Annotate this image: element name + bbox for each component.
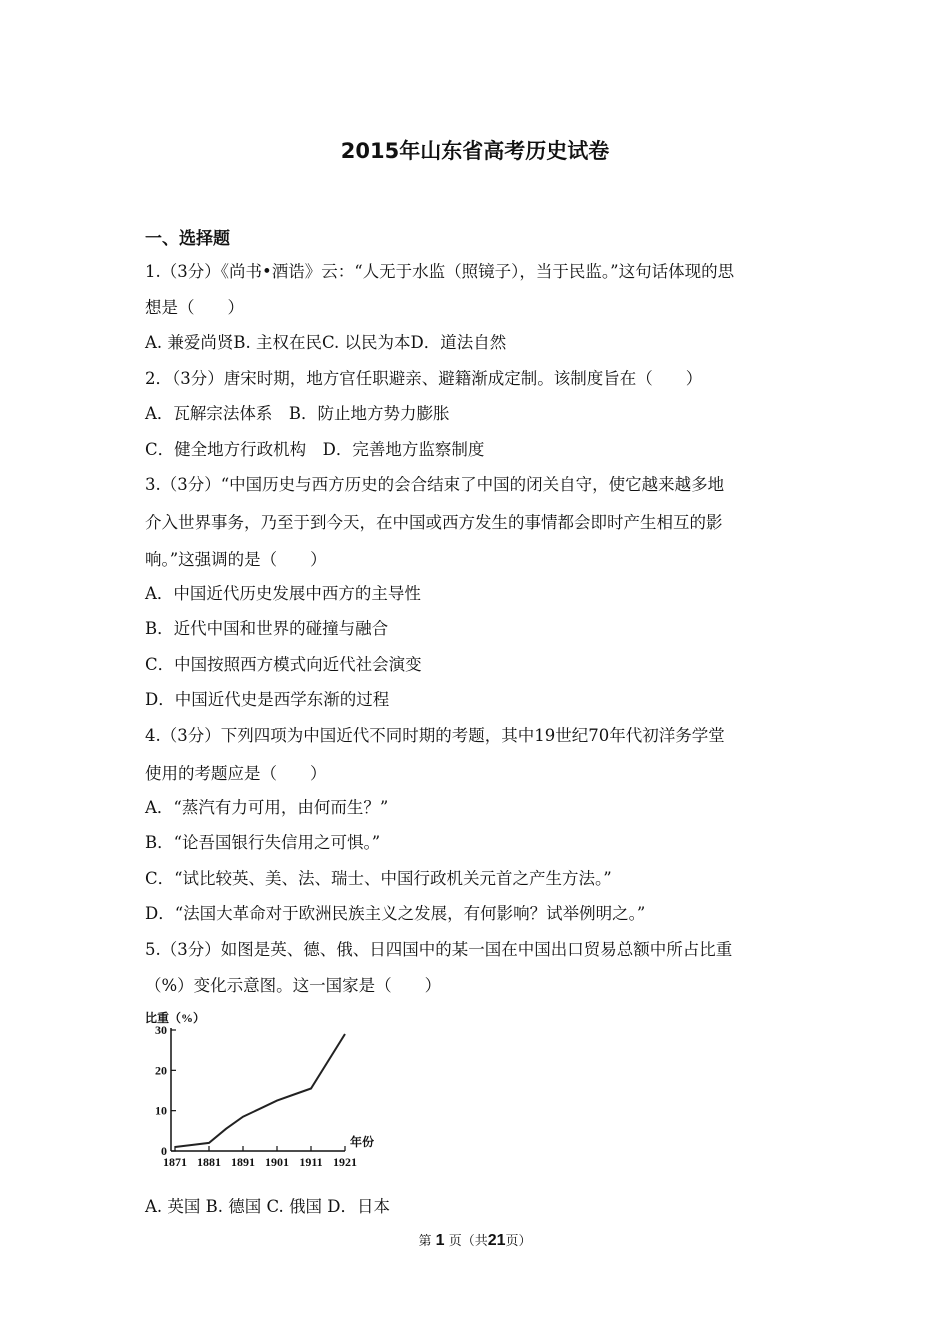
footer-prefix: 第 <box>418 1234 432 1249</box>
trade-share-chart <box>145 1008 385 1173</box>
q5-line-2: （%）变化示意图。这一国家是（ ） <box>145 976 442 995</box>
q4-line-1: 4.（3分）下列四项为中国近代不同时期的考题，其中19世纪70年代初洋务学堂 <box>145 726 725 745</box>
q3-line-1: 3.（3分）“中国历史与西方历史的会合结束了中国的闭关自守，使它越来越多地 <box>145 475 725 494</box>
y-tick-label: 20 <box>155 1063 167 1078</box>
x-axis-label: 年份 <box>350 1135 375 1149</box>
x-tick-label: 1871 <box>163 1155 187 1169</box>
q2-options-cd: C．健全地方行政机构 D．完善地方监察制度 <box>145 440 485 459</box>
q3-option-d: D．中国近代史是西学东渐的过程 <box>145 690 390 709</box>
y-tick-label: 30 <box>155 1023 167 1037</box>
x-tick-label: 1881 <box>197 1155 221 1169</box>
q5-options: A. 英国 B. 德国 C. 俄国 D．日本 <box>145 1197 391 1216</box>
q4-option-c: C．“试比较英、美、法、瑞士、中国行政机关元首之产生方法。” <box>145 869 612 888</box>
q5-line-1: 5.（3分）如图是英、德、俄、日四国中的某一国在中国出口贸易总额中所占比重 <box>145 940 733 959</box>
q2-options-ab: A．瓦解宗法体系 B．防止地方势力膨胀 <box>145 404 450 423</box>
q3-option-c: C．中国按照西方模式向近代社会演变 <box>145 655 422 674</box>
footer-page-number: 1 <box>435 1232 445 1249</box>
x-tick-label: 1911 <box>299 1155 323 1169</box>
q3-line-2: 介入世界事务，乃至于到今天，在中国或西方发生的事情都会即时产生相互的影 <box>145 513 723 532</box>
page-footer <box>0 1230 950 1250</box>
page-title: 2015年山东省高考历史试卷 <box>340 139 610 163</box>
footer-suffix: 页） <box>505 1234 532 1249</box>
q3-option-b: B．近代中国和世界的碰撞与融合 <box>145 619 389 638</box>
q4-line-2: 使用的考题应是（ ） <box>145 764 327 783</box>
series-line <box>175 1034 345 1147</box>
x-tick-label: 1921 <box>333 1155 357 1169</box>
x-tick-label: 1891 <box>231 1155 255 1169</box>
q4-option-d: D．“法国大革命对于欧洲民族主义之发展，有何影响？试举例明之。” <box>145 904 646 923</box>
q1-options: A. 兼爱尚贤B. 主权在民C. 以民为本D．道法自然 <box>145 333 507 352</box>
section-heading: 一、选择题 <box>145 229 230 249</box>
q1-line-2: 想是（ ） <box>145 298 244 317</box>
footer-total-pages: 21 <box>487 1232 506 1249</box>
q4-option-b: B．“论吾国银行失信用之可惧。” <box>145 833 381 852</box>
y-tick-label: 10 <box>155 1103 167 1118</box>
q3-line-3: 响。”这强调的是（ ） <box>145 550 327 569</box>
footer-middle: 页（共 <box>448 1234 488 1249</box>
x-tick-label: 1901 <box>265 1155 289 1169</box>
q2-line-1: 2．（3分）唐宋时期，地方官任职避亲、避籍渐成定制。该制度旨在（ ） <box>145 369 703 388</box>
y-tick-label: 0 <box>161 1144 167 1158</box>
q4-option-a: A．“蒸汽有力可用，由何而生？” <box>145 798 389 817</box>
y-axis-label: 比重（%） <box>145 1011 206 1025</box>
q3-option-a: A．中国近代历史发展中西方的主导性 <box>145 584 421 603</box>
q1-line-1: 1.（3分）《尚书•酒诰》云：“人无于水监（照镜子），当于民监。”这句话体现的思 <box>145 262 735 281</box>
